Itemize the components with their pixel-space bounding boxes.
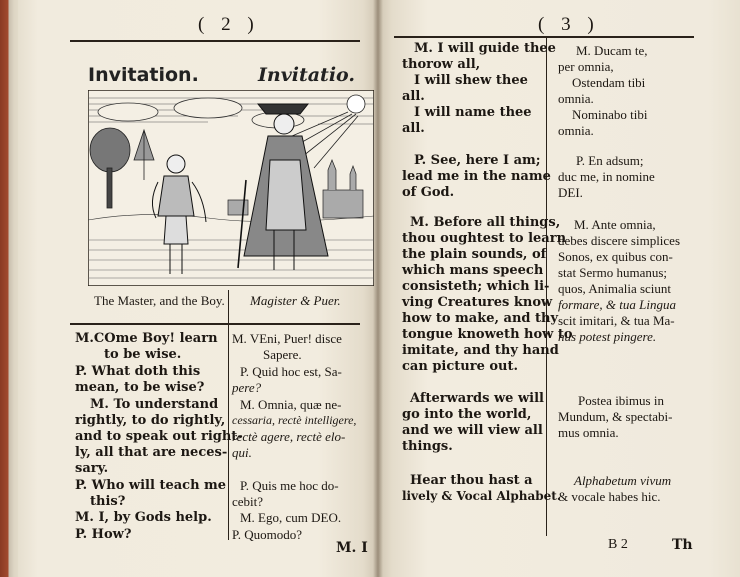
en-line: Afterwards we will bbox=[410, 391, 544, 406]
en-line: ving Creatures know bbox=[402, 295, 553, 310]
en-line: M. I will guide thee bbox=[414, 41, 556, 56]
en-line: can picture out. bbox=[402, 359, 519, 374]
la-line: per omnia, bbox=[558, 59, 614, 74]
en-line: imitate, and thy hand bbox=[402, 343, 559, 358]
en-line: the plain sounds, of bbox=[402, 247, 547, 262]
la-line: Nominabo tibi bbox=[572, 107, 648, 122]
la-line: M. Ducam te, bbox=[576, 43, 648, 58]
signature-mark: B 2 bbox=[608, 537, 628, 552]
right-folio: ( 3 ) bbox=[538, 14, 600, 35]
book-gutter bbox=[373, 0, 383, 577]
la-line: P. En adsum; bbox=[576, 153, 644, 168]
header-rule bbox=[394, 36, 694, 38]
left-catchword: M. I bbox=[336, 540, 368, 556]
la-line: DEI. bbox=[558, 185, 583, 200]
right-catchword: Th bbox=[672, 537, 693, 553]
en-line: I will name thee bbox=[414, 105, 532, 120]
la-line: P. Quomodo? bbox=[232, 527, 303, 542]
en-line: ly, all that are neces- bbox=[75, 445, 228, 460]
la-line: omnia. bbox=[558, 91, 594, 106]
la-line: scit imitari, & tua Ma- bbox=[558, 313, 675, 328]
la-line: M. Ego, cum DEO. bbox=[240, 510, 342, 525]
la-line: quos, Animalia sciunt bbox=[558, 281, 672, 296]
la-line: omnia. bbox=[558, 123, 594, 138]
la-line: Postea ibimus in bbox=[578, 393, 664, 408]
la-line: stat Sermo humanus; bbox=[558, 265, 668, 280]
la-line: Alphabetum vivum bbox=[574, 473, 672, 488]
en-line: all. bbox=[402, 121, 425, 136]
la-line: M. Ante omnia, bbox=[574, 217, 656, 232]
en-line: lead me in the name bbox=[402, 169, 551, 184]
right-page bbox=[378, 0, 740, 577]
en-line: tongue knoweth how to bbox=[402, 327, 573, 342]
left-folio: ( 2 ) bbox=[198, 14, 260, 35]
en-line: rightly, to do rightly, bbox=[75, 413, 226, 428]
section-rule bbox=[70, 323, 360, 325]
en-line: M. To understand bbox=[90, 397, 219, 412]
en-line: M. Before all things, bbox=[410, 215, 561, 230]
en-line: all. bbox=[402, 89, 425, 104]
column-divider bbox=[228, 290, 229, 540]
en-line: and we will view all bbox=[402, 423, 543, 438]
la-line: cebit? bbox=[232, 494, 264, 509]
en-line: M.COme Boy! learn bbox=[75, 331, 218, 346]
en-line: M. I, by Gods help. bbox=[75, 510, 212, 525]
la-line: cessaria, rectè intelligere, bbox=[232, 413, 357, 427]
en-line: mean, to be wise? bbox=[75, 380, 205, 395]
la-line: duc me, in nomine bbox=[558, 169, 655, 184]
la-line: Sonos, ex quibus con- bbox=[558, 249, 673, 264]
la-line: debes discere simplices bbox=[558, 233, 681, 248]
en-line: and to speak out right- bbox=[75, 429, 243, 444]
heading-latin: Invitatio. bbox=[258, 64, 355, 86]
en-line: of God. bbox=[402, 185, 455, 200]
en-line: lively & Vocal Alphabet. bbox=[402, 489, 561, 503]
la-line: mus omnia. bbox=[558, 425, 619, 440]
la-line: rectè agere, rectè elo- bbox=[232, 429, 346, 444]
en-line: this? bbox=[90, 494, 126, 509]
la-line: P. Quid hoc est, Sa- bbox=[240, 364, 342, 379]
la-line: pere? bbox=[232, 380, 262, 395]
header-rule bbox=[70, 40, 360, 42]
la-line: M. Omnia, quæ ne- bbox=[240, 397, 342, 412]
left-page bbox=[18, 0, 378, 577]
la-line: P. Quis me hoc do- bbox=[240, 478, 339, 493]
en-line: Hear thou hast a bbox=[410, 473, 533, 488]
en-line: P. How? bbox=[75, 527, 132, 542]
la-line: formare, & tua Lingua bbox=[558, 297, 676, 312]
la-line: qui. bbox=[232, 445, 252, 460]
la-line: M. VEni, Puer! disce bbox=[232, 331, 342, 346]
caption-latin: Magister & Puer. bbox=[250, 293, 341, 308]
en-line: thorow all, bbox=[402, 57, 481, 72]
en-line: I will shew thee bbox=[414, 73, 528, 88]
la-line: nus potest pingere. bbox=[558, 329, 657, 344]
la-line: & vocale habes hic. bbox=[558, 489, 661, 504]
la-line: Sapere. bbox=[263, 347, 302, 362]
en-line: consisteth; which li- bbox=[402, 279, 550, 294]
caption-english: The Master, and the Boy. bbox=[94, 293, 225, 308]
en-line: things. bbox=[402, 439, 453, 454]
la-line: Mundum, & spectabi- bbox=[558, 409, 673, 424]
en-line: thou oughtest to learn bbox=[402, 231, 567, 246]
la-line: Ostendam tibi bbox=[572, 75, 646, 90]
woodcut-illustration bbox=[88, 90, 374, 286]
en-line: go into the world, bbox=[402, 407, 532, 422]
en-line: P. See, here I am; bbox=[414, 153, 541, 168]
en-line: to be wise. bbox=[104, 347, 182, 362]
en-line: which mans speech bbox=[402, 263, 544, 278]
heading-english: Invitation. bbox=[88, 64, 199, 86]
en-line: P. Who will teach me bbox=[75, 478, 227, 493]
en-line: sary. bbox=[75, 461, 109, 476]
en-line: how to make, and thy bbox=[402, 311, 559, 326]
en-line: P. What doth this bbox=[75, 364, 201, 379]
